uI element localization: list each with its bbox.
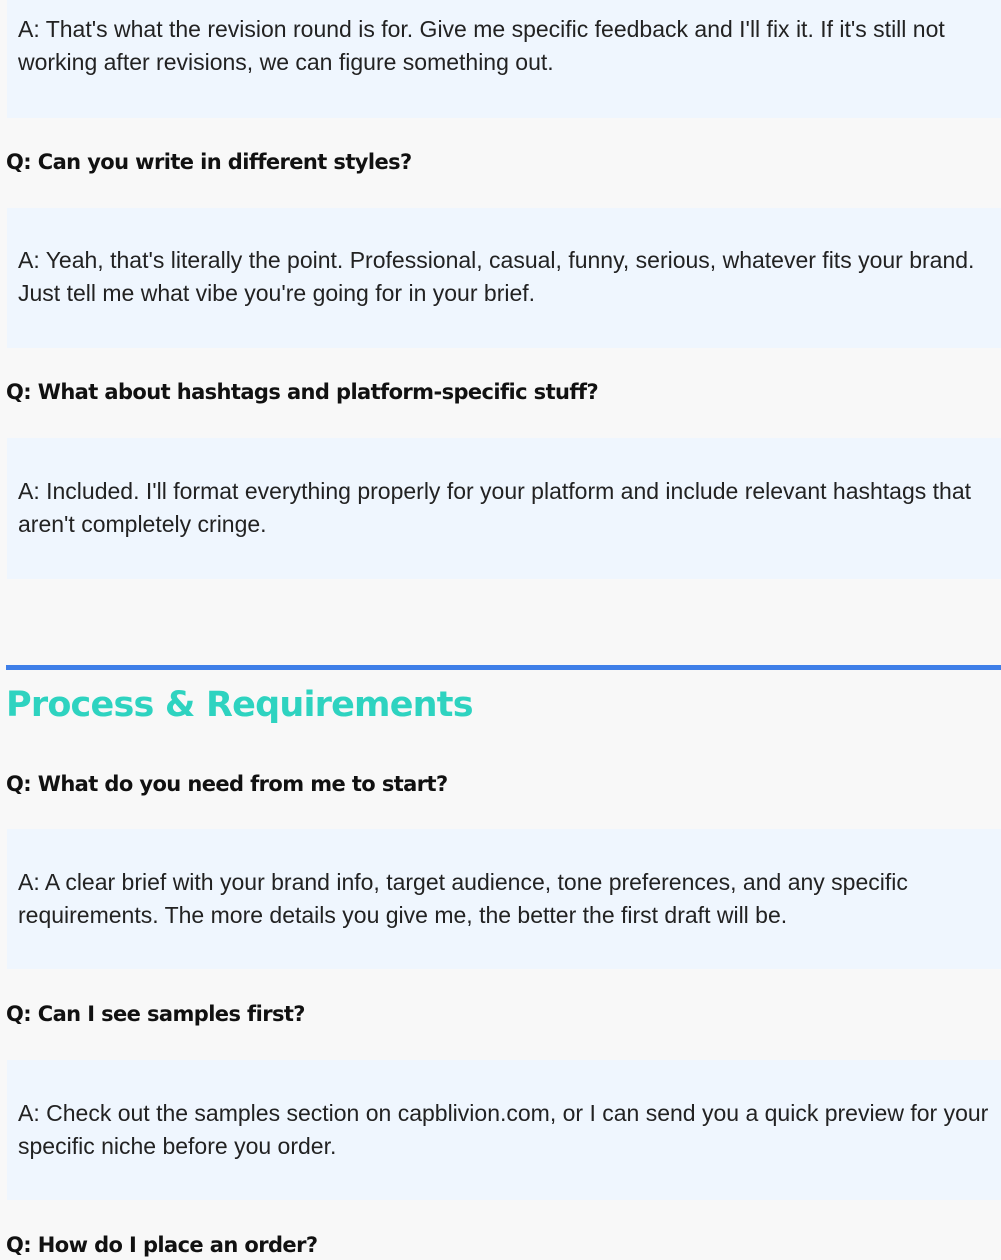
faq-answer-box — [7, 829, 1001, 969]
faq-answer-text: A: Included. I'll format everything properly for your platform and include relevant hashtags that aren't completely cringe. — [18, 478, 972, 537]
faq-answer-box — [7, 208, 1001, 348]
faq-answer-text: A: Yeah, that's literally the point. Professional, casual, funny, serious, whatever fits your brand. Just tell me what vibe you're going for in your brief. — [18, 247, 975, 306]
faq-answer-box — [7, 438, 1001, 579]
faq-question: Q: What do you need from me to start? — [6, 772, 448, 796]
section-divider — [6, 665, 1001, 670]
faq-question: Q: Can I see samples first? — [6, 1002, 305, 1026]
section-title: Process & Requirements — [6, 685, 473, 725]
faq-answer-box — [7, 0, 1001, 118]
faq-answer-text: A: That's what the revision round is for. Give me specific feedback and I'll fix it. If it's still not working after revisions, we can figure something out. — [18, 16, 945, 75]
faq-answer-text: A: A clear brief with your brand info, target audience, tone preferences, and any specific requirements. The more details you give me, the better the first draft will be. — [18, 869, 908, 928]
faq-question: Q: Can you write in different styles? — [6, 150, 412, 174]
faq-question: Q: How do I place an order? — [6, 1233, 318, 1257]
faq-answer-box — [7, 1060, 1001, 1200]
faq-question: Q: What about hashtags and platform-specific stuff? — [6, 380, 599, 404]
faq-answer-text: A: Check out the samples section on capblivion.com, or I can send you a quick preview for your specific niche before you order. — [18, 1100, 989, 1159]
